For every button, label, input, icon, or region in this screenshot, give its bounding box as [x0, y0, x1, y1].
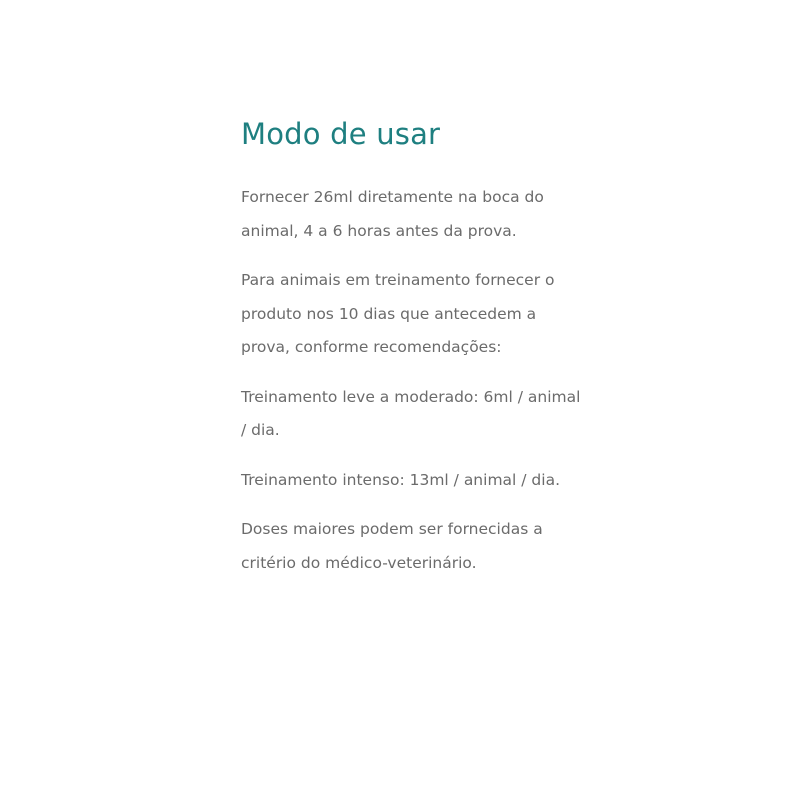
- paragraph-intense-training: Treinamento intenso: 13ml / animal / dia.: [241, 470, 560, 489]
- paragraph-dosage: Fornecer 26ml diretamente na boca do animal, 4 a 6 horas antes da prova.: [241, 188, 544, 240]
- title-spacer: [241, 154, 586, 181]
- section-title: Modo de usar: [241, 117, 441, 151]
- paragraph-light-training: Treinamento leve a moderado: 6ml / animal / dia.: [241, 387, 581, 439]
- usage-instructions-section: [241, 114, 586, 580]
- paragraph-higher-doses: Doses maiores podem ser fornecidas a critério do médico-veterinário.: [241, 520, 543, 572]
- paragraph-training: Para animais em treinamento fornecer o produto nos 10 dias que antecedem a prova, conforme recomendações:: [241, 271, 555, 356]
